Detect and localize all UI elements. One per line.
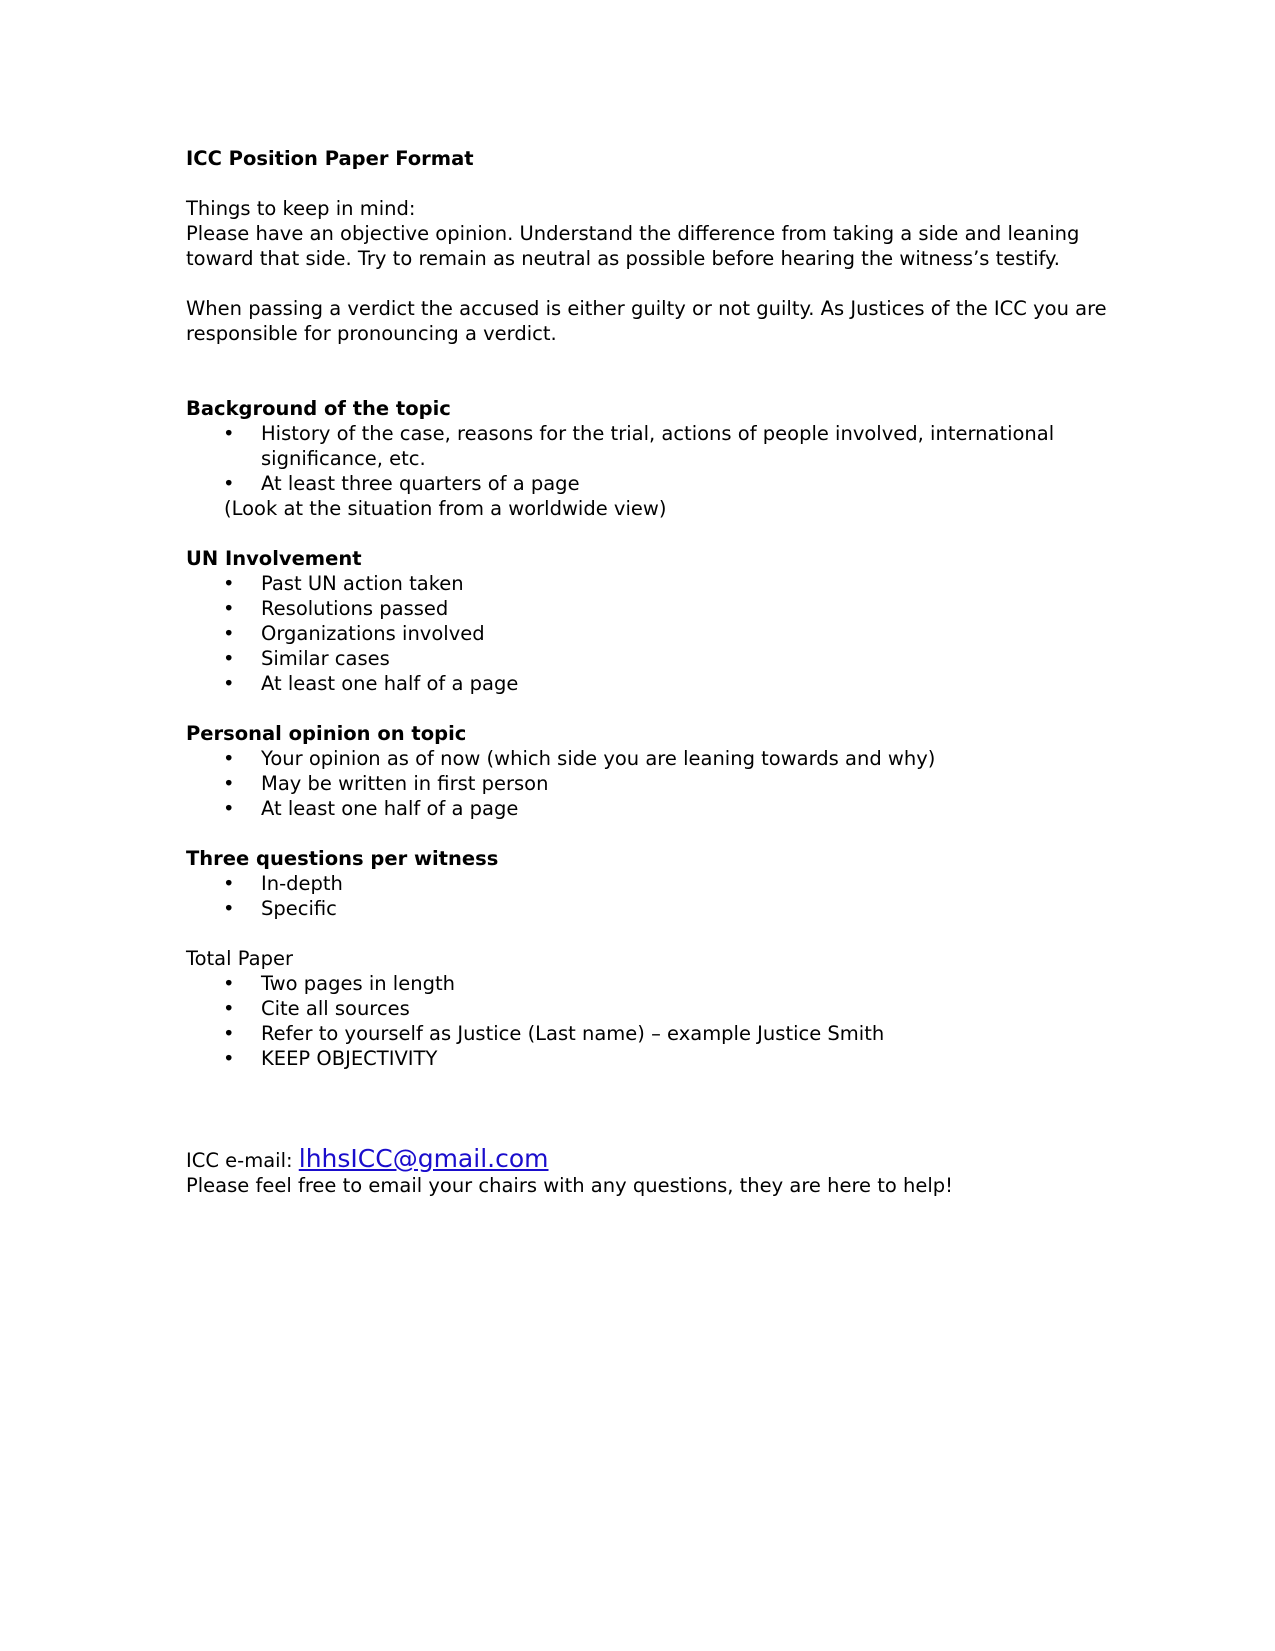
intro-paragraph-line: toward that side. Try to remain as neutral as possible before hearing the witness’s testify. — [186, 247, 1060, 270]
bullet-icon: • — [223, 572, 235, 595]
list-item-text: Cite all sources — [261, 997, 410, 1020]
verdict-paragraph-line: When passing a verdict the accused is either guilty or not guilty. As Justices of the ICC you are — [186, 297, 1107, 320]
list-item-text: KEEP OBJECTIVITY — [261, 1047, 438, 1070]
list-item — [186, 646, 1086, 671]
list-item-text: At least one half of a page — [261, 672, 519, 695]
contact-label: ICC e-mail: — [186, 1149, 299, 1172]
list-item-text: Specific — [261, 897, 337, 920]
list-item-text: Refer to yourself as Justice (Last name) – example Justice Smith — [261, 1022, 885, 1045]
bullet-icon: • — [223, 622, 235, 645]
questions-list — [186, 871, 1086, 921]
list-item — [186, 771, 1086, 796]
bullet-icon: • — [223, 1022, 235, 1045]
bullet-icon: • — [223, 872, 235, 895]
bullet-icon: • — [223, 772, 235, 795]
list-item-text: In-depth — [261, 872, 343, 895]
bullet-icon: • — [223, 422, 235, 445]
list-item-text: Organizations involved — [261, 622, 485, 645]
bullet-icon: • — [223, 897, 235, 920]
bullet-icon: • — [223, 797, 235, 820]
section-heading-opinion: Personal opinion on topic — [186, 722, 467, 745]
list-item-text: Past UN action taken — [261, 572, 464, 595]
verdict-paragraph-line: responsible for pronouncing a verdict. — [186, 322, 557, 345]
opinion-list — [186, 746, 1086, 821]
list-item — [186, 471, 1086, 496]
list-item — [186, 1021, 1086, 1046]
un-list — [186, 571, 1086, 696]
background-note: (Look at the situation from a worldwide view) — [224, 497, 667, 520]
list-item — [186, 1046, 1086, 1071]
bullet-icon: • — [223, 672, 235, 695]
list-item — [186, 971, 1086, 996]
bullet-icon: • — [223, 997, 235, 1020]
email-link[interactable]: lhhsICC@gmail.com — [298, 1144, 549, 1173]
list-item — [186, 571, 1086, 596]
page-title: ICC Position Paper Format — [186, 147, 474, 170]
contact-note: Please feel free to email your chairs with any questions, they are here to help! — [186, 1174, 953, 1197]
list-item — [186, 421, 1086, 471]
intro-heading: Things to keep in mind: — [186, 197, 416, 220]
list-item — [186, 671, 1086, 696]
list-item — [186, 746, 1086, 771]
background-list — [186, 421, 1086, 496]
list-item — [186, 896, 1086, 921]
bullet-icon: • — [223, 972, 235, 995]
bullet-icon: • — [223, 1047, 235, 1070]
list-item-text: At least three quarters of a page — [261, 472, 580, 495]
bullet-icon: • — [223, 472, 235, 495]
list-item — [186, 621, 1086, 646]
bullet-icon: • — [223, 747, 235, 770]
bullet-icon: • — [223, 597, 235, 620]
intro-paragraph-line: Please have an objective opinion. Understand the difference from taking a side and leaning — [186, 222, 1080, 245]
list-item-text: Two pages in length — [261, 972, 455, 995]
section-heading-questions: Three questions per witness — [186, 847, 499, 870]
contact-row — [186, 1146, 1086, 1173]
list-item-text: Resolutions passed — [261, 597, 449, 620]
section-heading-un: UN Involvement — [186, 547, 362, 570]
list-item — [186, 871, 1086, 896]
list-item-text: Similar cases — [261, 647, 390, 670]
list-item — [186, 796, 1086, 821]
list-item — [186, 596, 1086, 621]
list-item-text: History of the case, reasons for the trial, actions of people involved, international — [261, 422, 1055, 445]
list-item-text: Your opinion as of now (which side you are leaning towards and why) — [261, 747, 936, 770]
list-item-text: At least one half of a page — [261, 797, 519, 820]
list-item — [186, 996, 1086, 1021]
bullet-icon: • — [223, 647, 235, 670]
section-heading-background: Background of the topic — [186, 397, 451, 420]
total-list — [186, 971, 1086, 1071]
section-heading-total: Total Paper — [186, 947, 293, 970]
document-page — [186, 146, 1107, 1198]
list-item-text: May be written in first person — [261, 772, 549, 795]
list-item-text: significance, etc. — [261, 447, 426, 470]
